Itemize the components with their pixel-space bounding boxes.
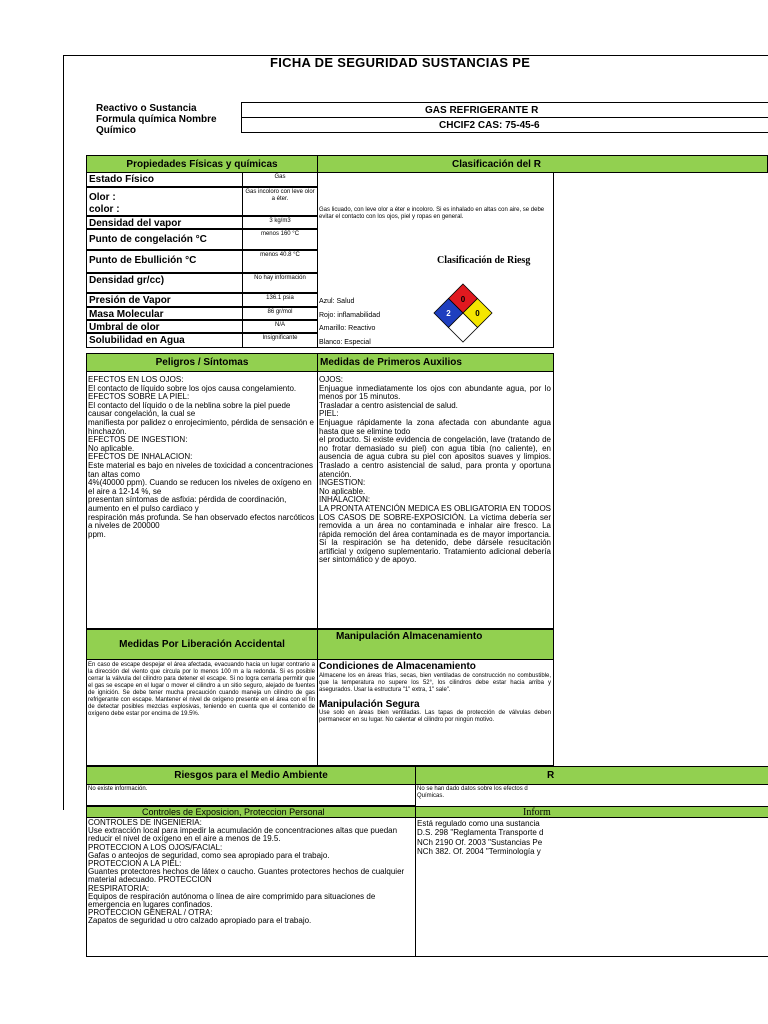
props-heading: Propiedades Físicas y químicas bbox=[86, 155, 318, 173]
prop-name: Densidad del vapor bbox=[87, 217, 243, 228]
prop-value: 136.1 psia bbox=[266, 295, 294, 301]
risk-classification-heading: Clasificación de Riesg bbox=[437, 255, 531, 266]
exposure-heading: Controles de Exposicion, Proteccion Personal bbox=[142, 807, 325, 817]
prop-row bbox=[86, 273, 318, 293]
prop-name: Umbral de olor bbox=[87, 321, 243, 332]
prop-row bbox=[86, 187, 318, 216]
prop-name: Densidad gr/cc) bbox=[87, 274, 243, 292]
prop-value: menos 40.8 °C bbox=[260, 252, 300, 258]
prop-value: 86 gr/mol bbox=[267, 309, 293, 315]
prop-row bbox=[86, 293, 318, 307]
storage-heading-cell bbox=[317, 629, 554, 660]
safe-handling-text: Use solo en áreas bien ventiladas. Las tapas de protección de válvulas deben permanecer en su lugar. No calentar el cilindro por ningún motivo. bbox=[319, 710, 551, 723]
prop-name: Solubilidad en Agua bbox=[87, 334, 243, 347]
chemical-formula: CHCIF2 CAS: 75-45-6 bbox=[439, 120, 540, 131]
prop-row bbox=[86, 307, 318, 320]
prop-value: Insignificante bbox=[262, 335, 298, 341]
nfpa-diamond-icon bbox=[428, 283, 498, 343]
hazards-heading: Peligros / Síntomas bbox=[86, 353, 318, 372]
header-label-line1: Reactivo o Sustancia bbox=[96, 103, 197, 114]
sheet-left-border bbox=[63, 55, 64, 810]
page-title: FICHA DE SEGURIDAD SUSTANCIAS PE bbox=[270, 55, 531, 70]
prop-value: N/A bbox=[274, 322, 285, 328]
header-value-row2 bbox=[241, 117, 768, 133]
prop-row bbox=[86, 333, 318, 348]
spill-heading: Medidas Por Liberación Accidental bbox=[86, 629, 318, 660]
prop-name: Punto de congelación °C bbox=[87, 230, 243, 249]
prop-row bbox=[86, 250, 318, 273]
classification-heading-cell bbox=[317, 155, 768, 173]
prop-value: Gas incoloro con leve olor a éter. bbox=[245, 189, 315, 202]
prop-row bbox=[86, 172, 318, 187]
storage-heading: Manipulación Almacenamiento bbox=[336, 631, 483, 642]
environment-right-heading-cell bbox=[415, 766, 768, 785]
prop-value: Gas bbox=[274, 174, 286, 180]
substance-name: GAS REFRIGERANTE R bbox=[425, 105, 539, 116]
classification-heading: Clasificación del R bbox=[452, 159, 541, 170]
legend-flammability: Rojo: inflamabilidad bbox=[319, 311, 381, 319]
prop-name: Punto de Ebullición °C bbox=[87, 251, 243, 272]
prop-row bbox=[86, 216, 318, 229]
header-label bbox=[96, 103, 217, 136]
header-value-row1 bbox=[241, 102, 768, 118]
prop-row bbox=[86, 229, 318, 250]
prop-value: 3 kg/m3 bbox=[269, 218, 291, 224]
environment-right-text: No se han dado datos sobre los efectos d Químicas. bbox=[417, 786, 528, 799]
legend-special: Blanco: Especial bbox=[319, 338, 371, 346]
nfpa-reactivity-value: 0 bbox=[475, 309, 480, 318]
environment-right-heading: R bbox=[547, 770, 555, 781]
header-label-line3: Químico bbox=[96, 125, 137, 136]
nfpa-health-value: 2 bbox=[446, 309, 451, 318]
hazards-text: EFECTOS EN LOS OJOS: El contacto de líquido sobre los ojos causa congelamiento. EFECTOS SOBRE LA PIEL: El contacto del líquido o de la neblina sobre la piel puede causar congelación, la cual se manifiesta por palidez o enrojecimiento, pérdida de sensación e hinchazón. EFECTOS DE INGESTION: No aplicable. EFECTOS DE INHALACION: Este material es bajo en niveles de toxicidad a concentraciones tan altas como 4%(40000 ppm). Cuando se reducen los niveles de oxígeno en el aire a 12-14 %, se presentan síntomas de asfixia: pérdida de coordinación, aumento en el pulso cardiaco y respiración más profunda. Se han observado efectos narcóticos a niveles de 200000 ppm. bbox=[88, 375, 315, 539]
header-label-line2: Formula química Nombre bbox=[96, 114, 217, 125]
environment-heading: Riesgos para el Medio Ambiente bbox=[86, 766, 416, 785]
prop-name: Masa Molecular bbox=[87, 308, 243, 319]
prop-name: Estado Físico bbox=[87, 173, 243, 186]
prop-value: menos 160 °C bbox=[260, 231, 300, 237]
exposure-text: CONTROLES DE INGENIERIA: Use extracción local para impedir la acumulación de concentraciones altas que puedan reducir el nivel de oxígeno en el aire a menos de 19.5. PROTECCION A LOS OJOS/FACIAL: Gafas o anteojos de seguridad, como sea apropiado para el trabajo. PROTECCION A LA PIEL: Guantes protectores hechos de látex o caucho. Guantes protectores hechos de cualquier material adecuado. PROTECCION RESPIRATORIA: Equipos de respiración autónoma o línea de aire comprimido para situaciones de emergencia en lugares confinados. PROTECCION GENERAL / OTRA: Zapatos de seguridad u otro calzado apropiado para el trabajo. bbox=[88, 818, 405, 926]
first-aid-heading: Medidas de Primeros Auxilios bbox=[320, 357, 462, 368]
environment-text: No existe información. bbox=[88, 786, 148, 792]
first-aid-heading-cell bbox=[317, 353, 554, 372]
nfpa-legend bbox=[319, 295, 380, 349]
information-heading: Inform bbox=[523, 807, 551, 818]
first-aid-text: OJOS: Enjuague inmediatamente los ojos con abundante agua, por lo menos por 15 minutos. Trasladar a centro asistencial de salud. PIEL: Enjuague rápidamente la zona afectada con abundante agua hasta que se elimine todo el producto. Si existe evidencia de congelación, lave (tratando de no frotar demasiado su piel) con agua tibia (no caliente), en ausencia de agua cubra su piel con apositos suaves y limpios. Traslado a centro asistencial de salud, para pronta y oportuna atención. INGESTION: No aplicable. INHALACION: LA PRONTA ATENCIÓN MEDICA ES OBLIGATORIA EN TODOS LOS CASOS DE SOBRE-EXPOSICIÓN. La víctima debería ser removida a un área no contaminada e inhalar aire fresco. La rápida remoción del área contaminada es de mayor importancia. Si la respiración se ha detenido, debe dársele resucitación artificial y oxígeno suplementario. Tratamiento adicional debería ser sintomático y de apoyo. bbox=[319, 375, 551, 565]
information-text: Está regulado como una sustancia D.S. 298 "Reglamenta Transporte d NCh 2190 Of. 2003 "Sustancias Pe NCh 382. Of. 2004 "Terminología y bbox=[417, 819, 544, 857]
prop-row bbox=[86, 320, 318, 333]
prop-name: Presión de Vapor bbox=[87, 294, 243, 306]
legend-reactivity: Amarillo: Reactivo bbox=[319, 325, 376, 332]
classification-description: Gas licuado, con leve olor a éter e incoloro. Si es inhalado en altas con aire, se debe evitar el contacto con los ojos, piel y ropas en general. bbox=[319, 207, 545, 220]
storage-conditions-title: Condiciones de Almacenamiento bbox=[319, 661, 476, 672]
legend-health: Azul: Salud bbox=[319, 298, 355, 305]
spill-text: En caso de escape despejar el área afectada, evacuando hacia un lugar contrario a la dirección del viento que circula por lo menos 100 m a la redonda. Si es posible cerrar la válvula del cilindro para detener el escape. Si no logra cerrarla permitir que el gas se escape en el lugar o mover el cilindro a un sitio seguro, alejado de fuentes de ignición. Se debe tener mucha precaución cuando maneja un cilindro de gas refrigerante con escape. Mantener el nivel de oxígeno presente en el área con el fin de detectar posibles mezclas explosivas, teniendo en cuenta que el contenido de oxígeno debe estar por encima de 19.5%. bbox=[88, 662, 315, 717]
prop-name: Olor : color : bbox=[87, 188, 243, 215]
nfpa-flammability-value: 0 bbox=[460, 295, 466, 304]
prop-value: No hay información bbox=[254, 275, 306, 281]
storage-conditions-text: Almacene los en áreas frías, secas, bien ventiladas de construcción no combustible, que la temperatura no supere los 52°, los cilindros debe estar hacia arriba y asegurados. Usar la estructura "1" extra, 1" sale". bbox=[319, 673, 551, 693]
safe-handling-title: Manipulación Segura bbox=[319, 699, 420, 710]
